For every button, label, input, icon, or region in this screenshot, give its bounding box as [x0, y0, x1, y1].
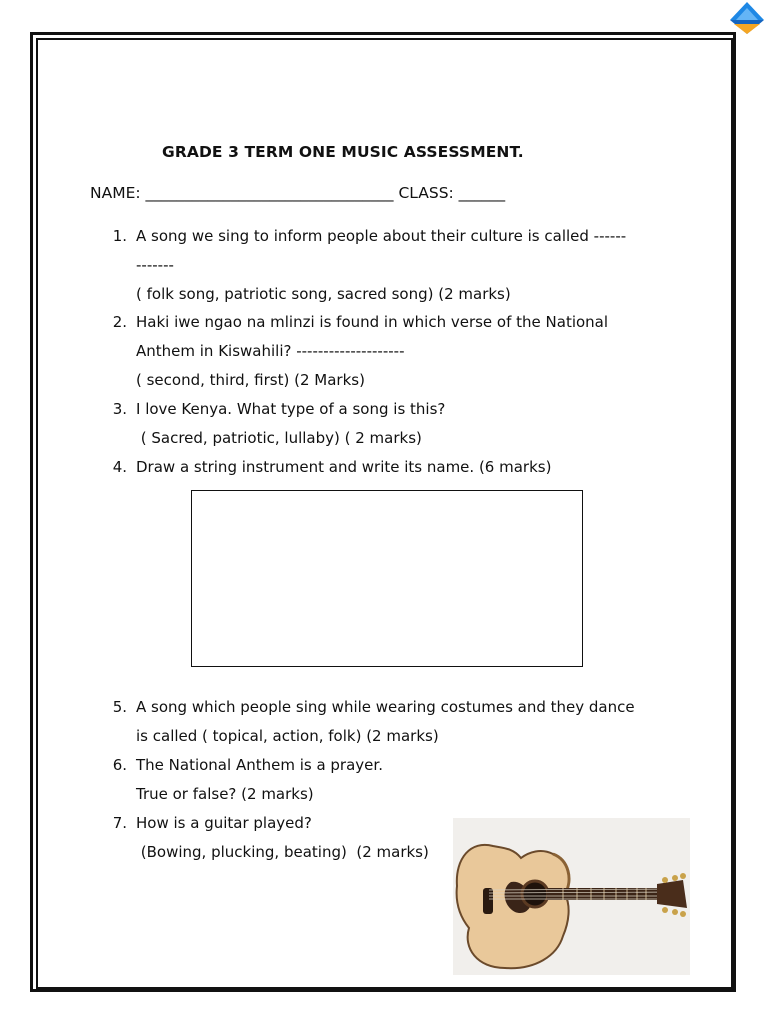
question-3-options: ( Sacred, patriotic, lullaby) ( 2 marks) [136, 429, 422, 447]
question-2-continuation: Anthem in Kiswahili? -------------------- [136, 342, 405, 360]
question-1-text: A song we sing to inform people about their culture is called ------ [136, 227, 627, 245]
question-2-number: 2. [112, 313, 127, 331]
publisher-logo-icon [726, 0, 768, 36]
question-2-options: ( second, third, first) (2 Marks) [136, 371, 365, 389]
question-1-continuation: ------- [136, 256, 174, 274]
question-5-text: A song which people sing while wearing costumes and they dance [136, 698, 635, 716]
question-1-number: 1. [112, 227, 127, 245]
question-7-text: How is a guitar played? [136, 814, 312, 832]
question-2-text: Haki iwe ngao na mlinzi is found in which verse of the National [136, 313, 609, 331]
name-class-line: NAME: ________________________________ CLASS: ______ [90, 184, 506, 202]
question-6-options: True or false? (2 marks) [136, 785, 314, 803]
question-7-number: 7. [112, 814, 127, 832]
question-6-text: The National Anthem is a prayer. [136, 756, 383, 774]
question-5-options: is called ( topical, action, folk) (2 marks) [136, 727, 439, 745]
question-3-text: I love Kenya. What type of a song is this? [136, 400, 446, 418]
question-3-number: 3. [112, 400, 127, 418]
question-4-text: Draw a string instrument and write its name. (6 marks) [136, 458, 552, 476]
question-4-number: 4. [112, 458, 127, 476]
question-6-number: 6. [112, 756, 127, 774]
question-1-options: ( folk song, patriotic song, sacred song) (2 marks) [136, 285, 511, 303]
page-title: GRADE 3 TERM ONE MUSIC ASSESSMENT. [162, 143, 524, 161]
question-7-options: (Bowing, plucking, beating) (2 marks) [136, 843, 429, 861]
guitar-image [453, 818, 690, 975]
drawing-answer-box[interactable] [191, 490, 583, 667]
acoustic-guitar-icon [453, 818, 690, 975]
question-5-number: 5. [112, 698, 127, 716]
